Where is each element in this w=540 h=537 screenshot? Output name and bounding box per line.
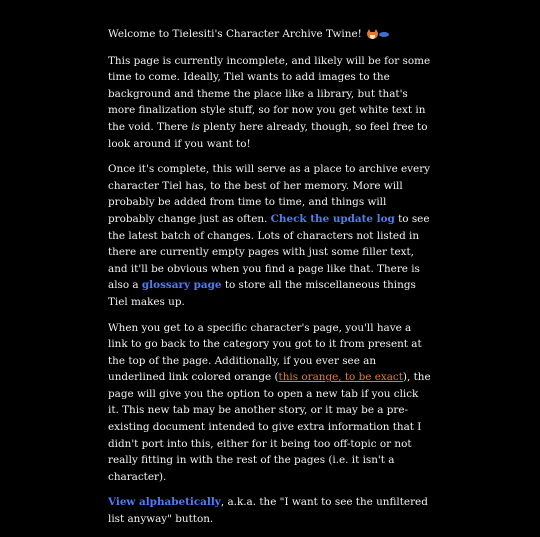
fox-icon (367, 27, 378, 44)
purpose-text-c: to store all the miscellaneous things Tiel makes up. (108, 279, 416, 308)
welcome-text: Welcome to Tielesiti's Character Archive Twine! (108, 28, 366, 40)
alphabetical-text: , a.k.a. the "I want to see the unfiltered list anyway" button. (108, 496, 428, 526)
intro-text-b: plenty here already, though, so feel free to look around if you want to! (108, 120, 428, 150)
alphabetical-paragraph (108, 494, 432, 527)
purpose-text-a: Once it's complete, this will serve as a place to archive every character Tiel has, to the best of her memory. More will probably be added from time to time, and things will probably change just as often. (108, 163, 431, 225)
orange-example-link[interactable]: this orange, to be exact (278, 371, 403, 384)
story-passage (108, 26, 432, 537)
update-log-link[interactable]: Check the update log (270, 212, 395, 225)
blue-blob-icon (379, 32, 389, 37)
navigation-text-a: When you get to a specific character's page, you'll have a link to go back to the category you got to it from present at the top of the page. Additionally, if you ever see an underlined link colored orange ( (108, 321, 422, 384)
navigation-paragraph (108, 320, 432, 486)
purpose-text-b: to see the latest batch of changes. Lots of characters not listed in there are currently empty pages with just some filler text, and it'll be obvious when you find a page like that. There is also a (108, 212, 430, 292)
view-alphabetically-link[interactable]: View alphabetically (108, 496, 221, 509)
glossary-page-link[interactable]: glossary page (141, 279, 222, 292)
welcome-heading (108, 26, 432, 44)
navigation-text-b: ), the page will give you the option to open a new tab if you click it. This new tab may be another story, or it may be a pre-existing document intended to give extra information that I didn't port into this, either for it being too off-topic or not really fitting in with the rest of the pages (i.e. it isn't a character). (108, 371, 431, 483)
intro-paragraph (108, 53, 432, 153)
intro-text-a: This page is currently incomplete, and likely will be for some time to come. Ideally, Tiel wants to add images to the background and theme the place like a library, but that's more finalization style stuff, so for now you get white text in the void. There (108, 54, 431, 133)
intro-emphasis: is (191, 120, 200, 133)
purpose-paragraph (108, 161, 432, 310)
